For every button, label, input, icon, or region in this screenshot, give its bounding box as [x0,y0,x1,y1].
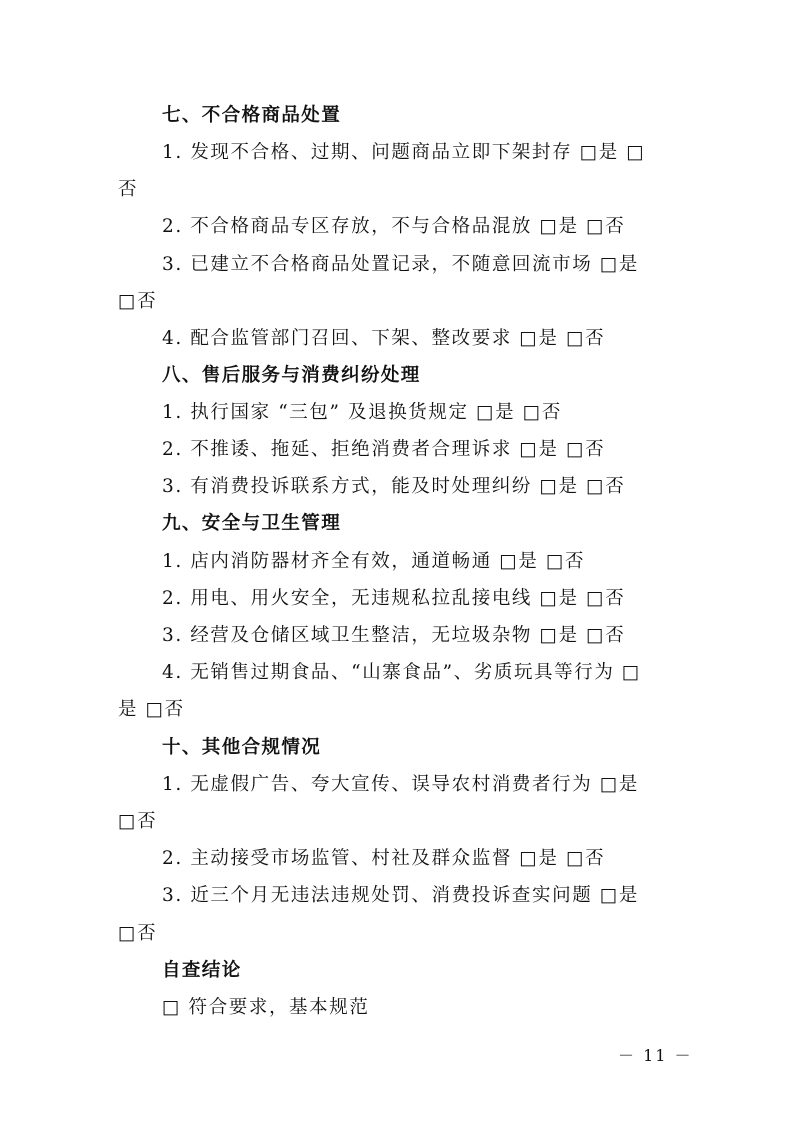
checklist-item-continuation: 否 [118,179,139,200]
section-heading: 九、安全与卫生管理 [162,513,342,534]
checklist-item: 1. 店内消防器材齐全有效，通道畅通 □是 □否 [162,551,586,572]
checklist-item: 2. 用电、用火安全，无违规私拉乱接电线 □是 □否 [162,588,626,609]
checklist-item-continuation: 是 □否 [118,699,185,720]
page-number: － 11 － [618,1046,693,1065]
checklist-item: 2. 不推诿、拖延、拒绝消费者合理诉求 □是 □否 [162,439,606,460]
checklist-item: 4. 配合监管部门召回、下架、整改要求 □是 □否 [162,328,606,349]
checklist-item: 3. 有消费投诉联系方式，能及时处理纠纷 □是 □否 [162,476,626,497]
checklist-item: 2. 不合格商品专区存放，不与合格品混放 □是 □否 [162,216,626,237]
conclusion-option: □ 符合要求，基本规范 [162,997,370,1018]
checklist-item: 1. 执行国家 “三包” 及退换货规定 □是 □否 [162,402,562,423]
conclusion-heading: 自查结论 [162,960,242,981]
checklist-item-continuation: □否 [118,811,158,832]
section-heading: 十、其他合规情况 [162,737,322,758]
checklist-item: 4. 无销售过期食品、“山寨食品”、劣质玩具等行为 □ [162,662,642,683]
checklist-item: 3. 近三个月无违法违规处罚、消费投诉查实问题 □是 [162,885,639,906]
checklist-item: 1. 发现不合格、过期、问题商品立即下架封存 □是 □ [162,142,646,163]
section-heading: 七、不合格商品处置 [162,105,342,126]
checklist-item: 1. 无虚假广告、夸大宣传、误导农村消费者行为 □是 [162,774,639,795]
checklist-item: 3. 已建立不合格商品处置记录，不随意回流市场 □是 [162,254,639,275]
checklist-item: 2. 主动接受市场监管、村社及群众监督 □是 □否 [162,848,606,869]
section-heading: 八、售后服务与消费纠纷处理 [162,365,421,386]
checklist-item-continuation: □否 [118,291,158,312]
checklist-item: 3. 经营及仓储区域卫生整洁，无垃圾杂物 □是 □否 [162,625,626,646]
checklist-item-continuation: □否 [118,923,158,944]
